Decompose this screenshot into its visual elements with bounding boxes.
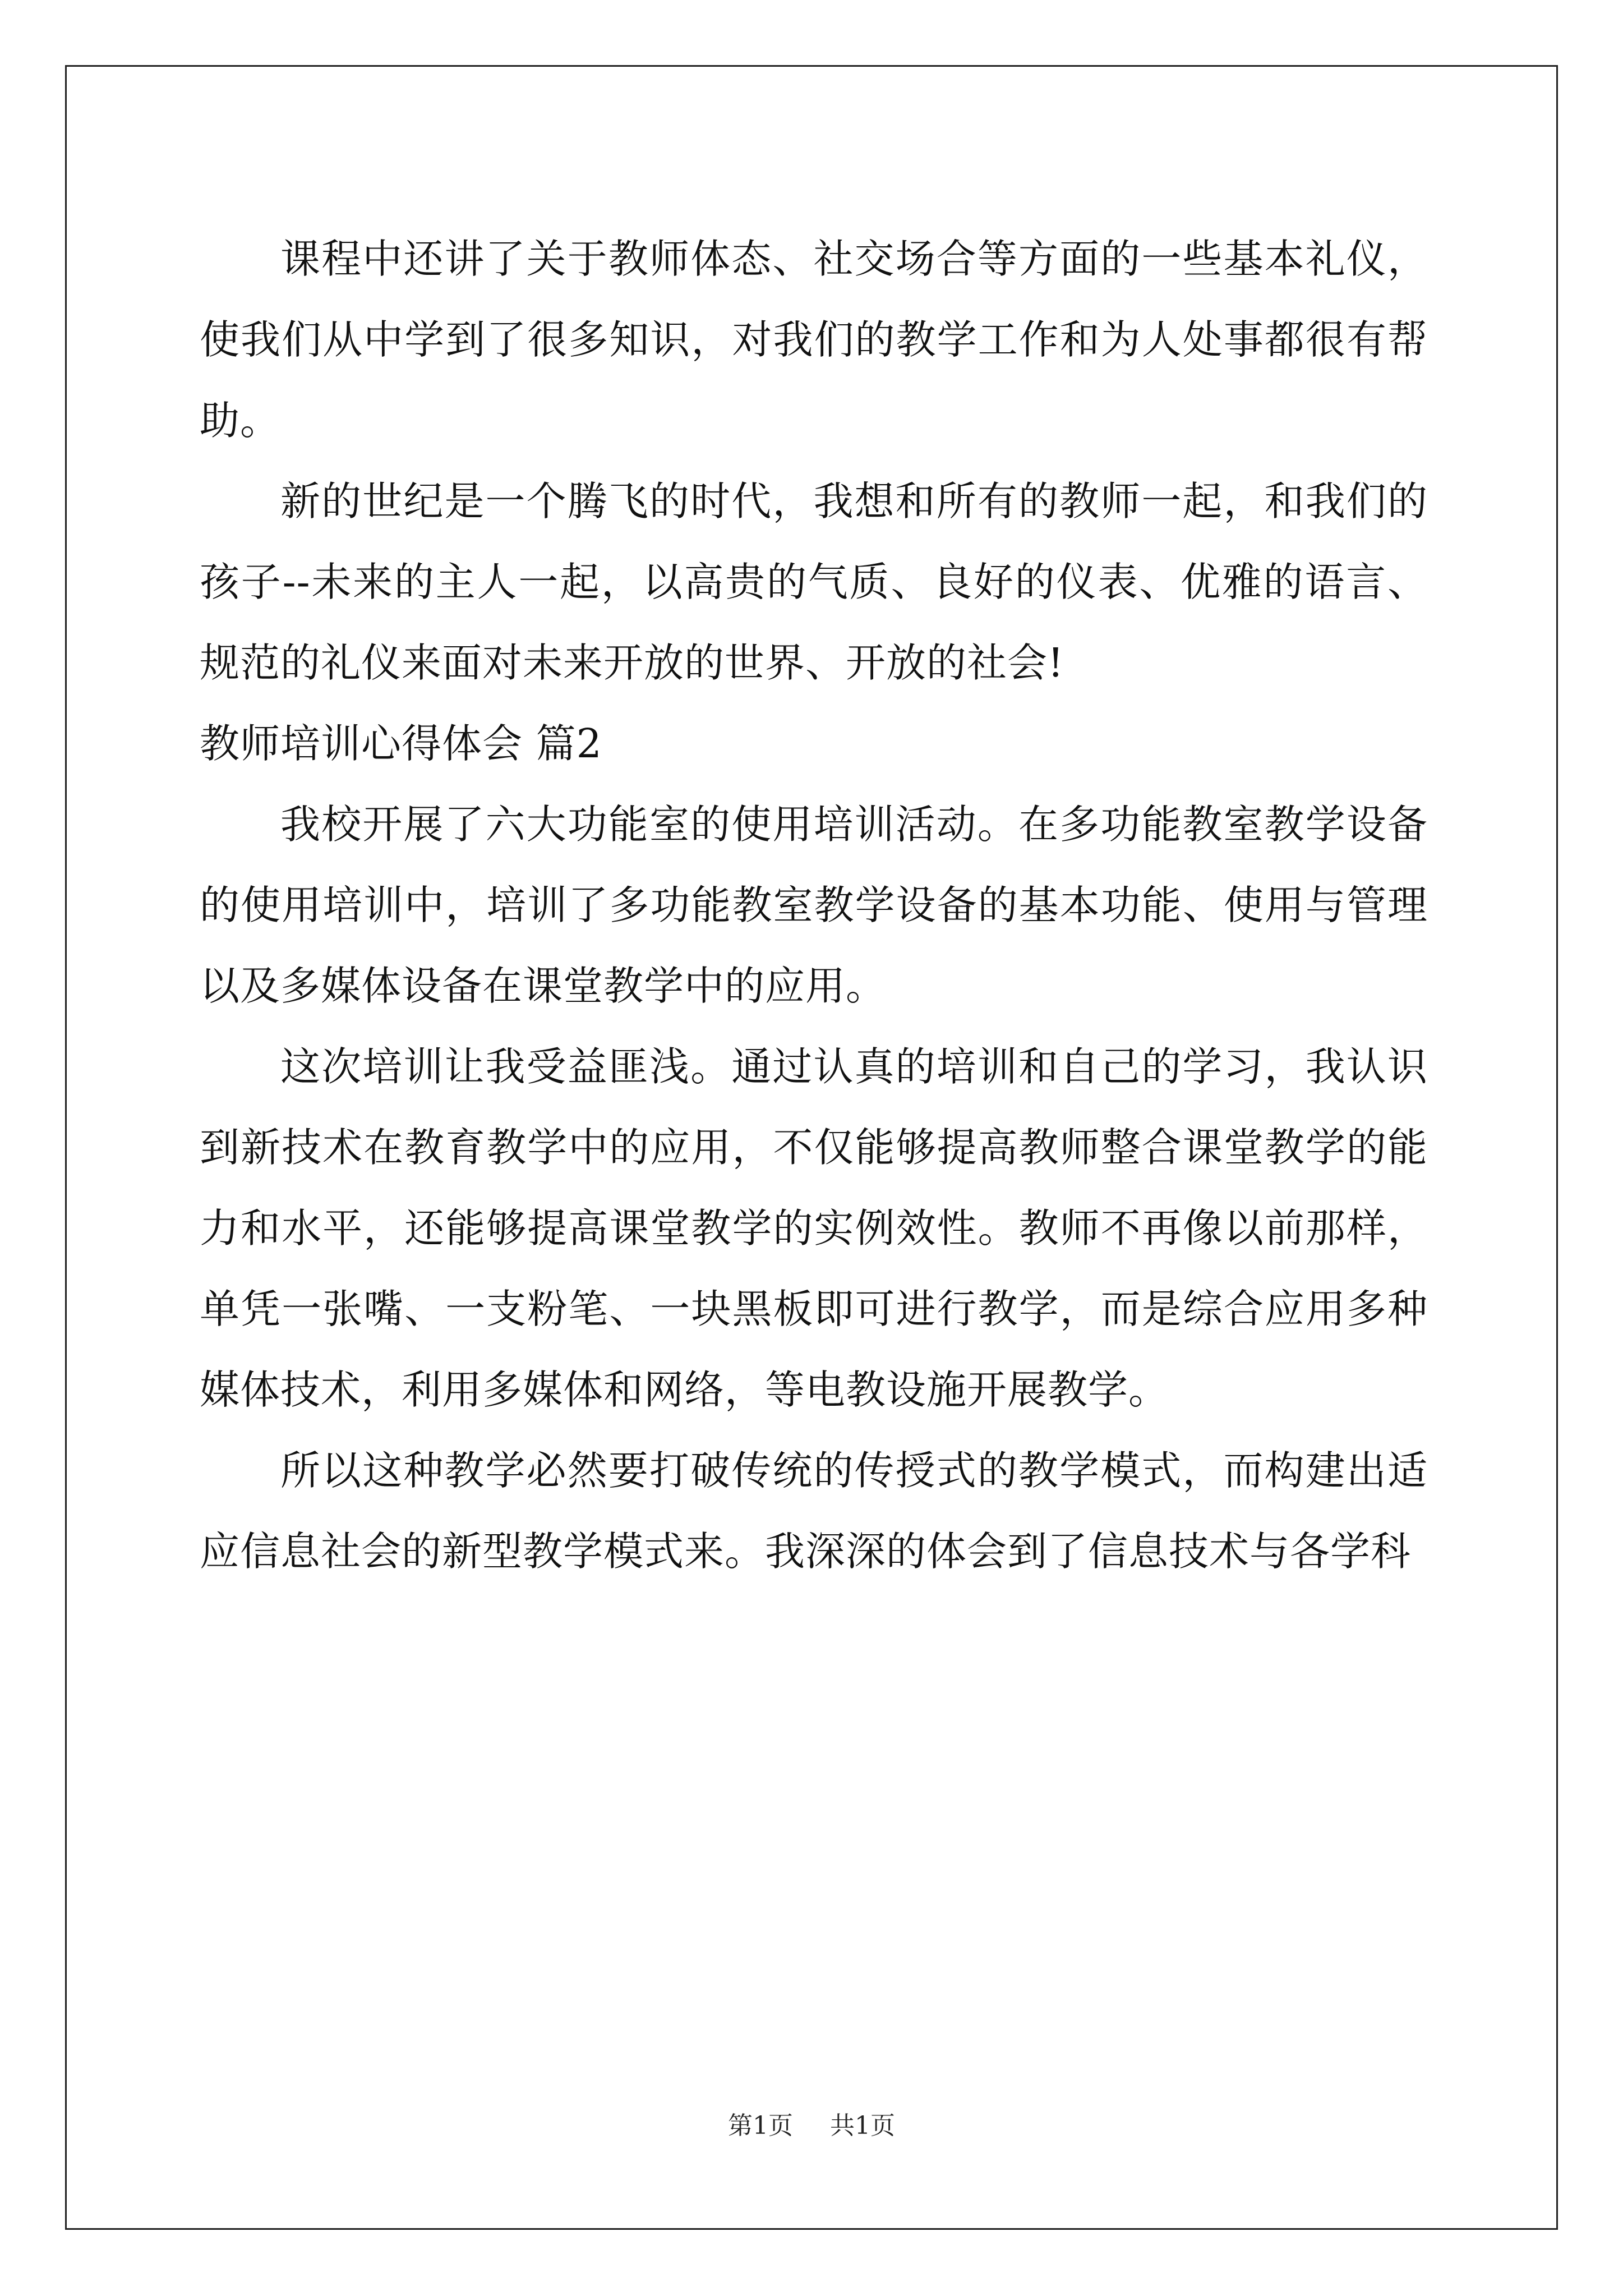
paragraph: 所以这种教学必然要打破传统的传授式的教学模式，而构建出适应信息社会的新型教学模式来。我深深的体会到了信息技术与各学科 [200,1447,1428,1575]
section-heading: 教师培训心得体会 篇2 [200,720,602,767]
page-number: 第1页 [728,2111,793,2140]
paragraph: 这次培训让我受益匪浅。通过认真的培训和自己的学习，我认识到新技术在教育教学中的应用，不仅能够提高教师整合课堂教学的能力和水平，还能够提高课堂教学的实例效性。教师不再像以前那样，单凭一张嘴、一支粉笔、一块黑板即可进行教学，而是综合应用多种媒体技术，利用多媒体和网络，等电教设施开展教学。 [200,1043,1428,1413]
paragraph: 新的世纪是一个腾飞的时代，我想和所有的教师一起，和我们的孩子--未来的主人一起，以高贵的气质、良好的仪表、优雅的语言、规范的礼仪来面对未来开放的世界、开放的社会! [200,478,1428,686]
page-footer [0,2109,1623,2143]
paragraph: 我校开展了六大功能室的使用培训活动。在多功能教室教学设备的使用培训中，培训了多功能教室教学设备的基本功能、使用与管理以及多媒体设备在课堂教学中的应用。 [200,801,1428,1009]
paragraph: 课程中还讲了关于教师体态、社交场合等方面的一些基本礼仪，使我们从中学到了很多知识，对我们的教学工作和为人处事都很有帮助。 [200,236,1428,444]
page-total: 共1页 [830,2111,895,2140]
document-body [200,200,1428,1592]
